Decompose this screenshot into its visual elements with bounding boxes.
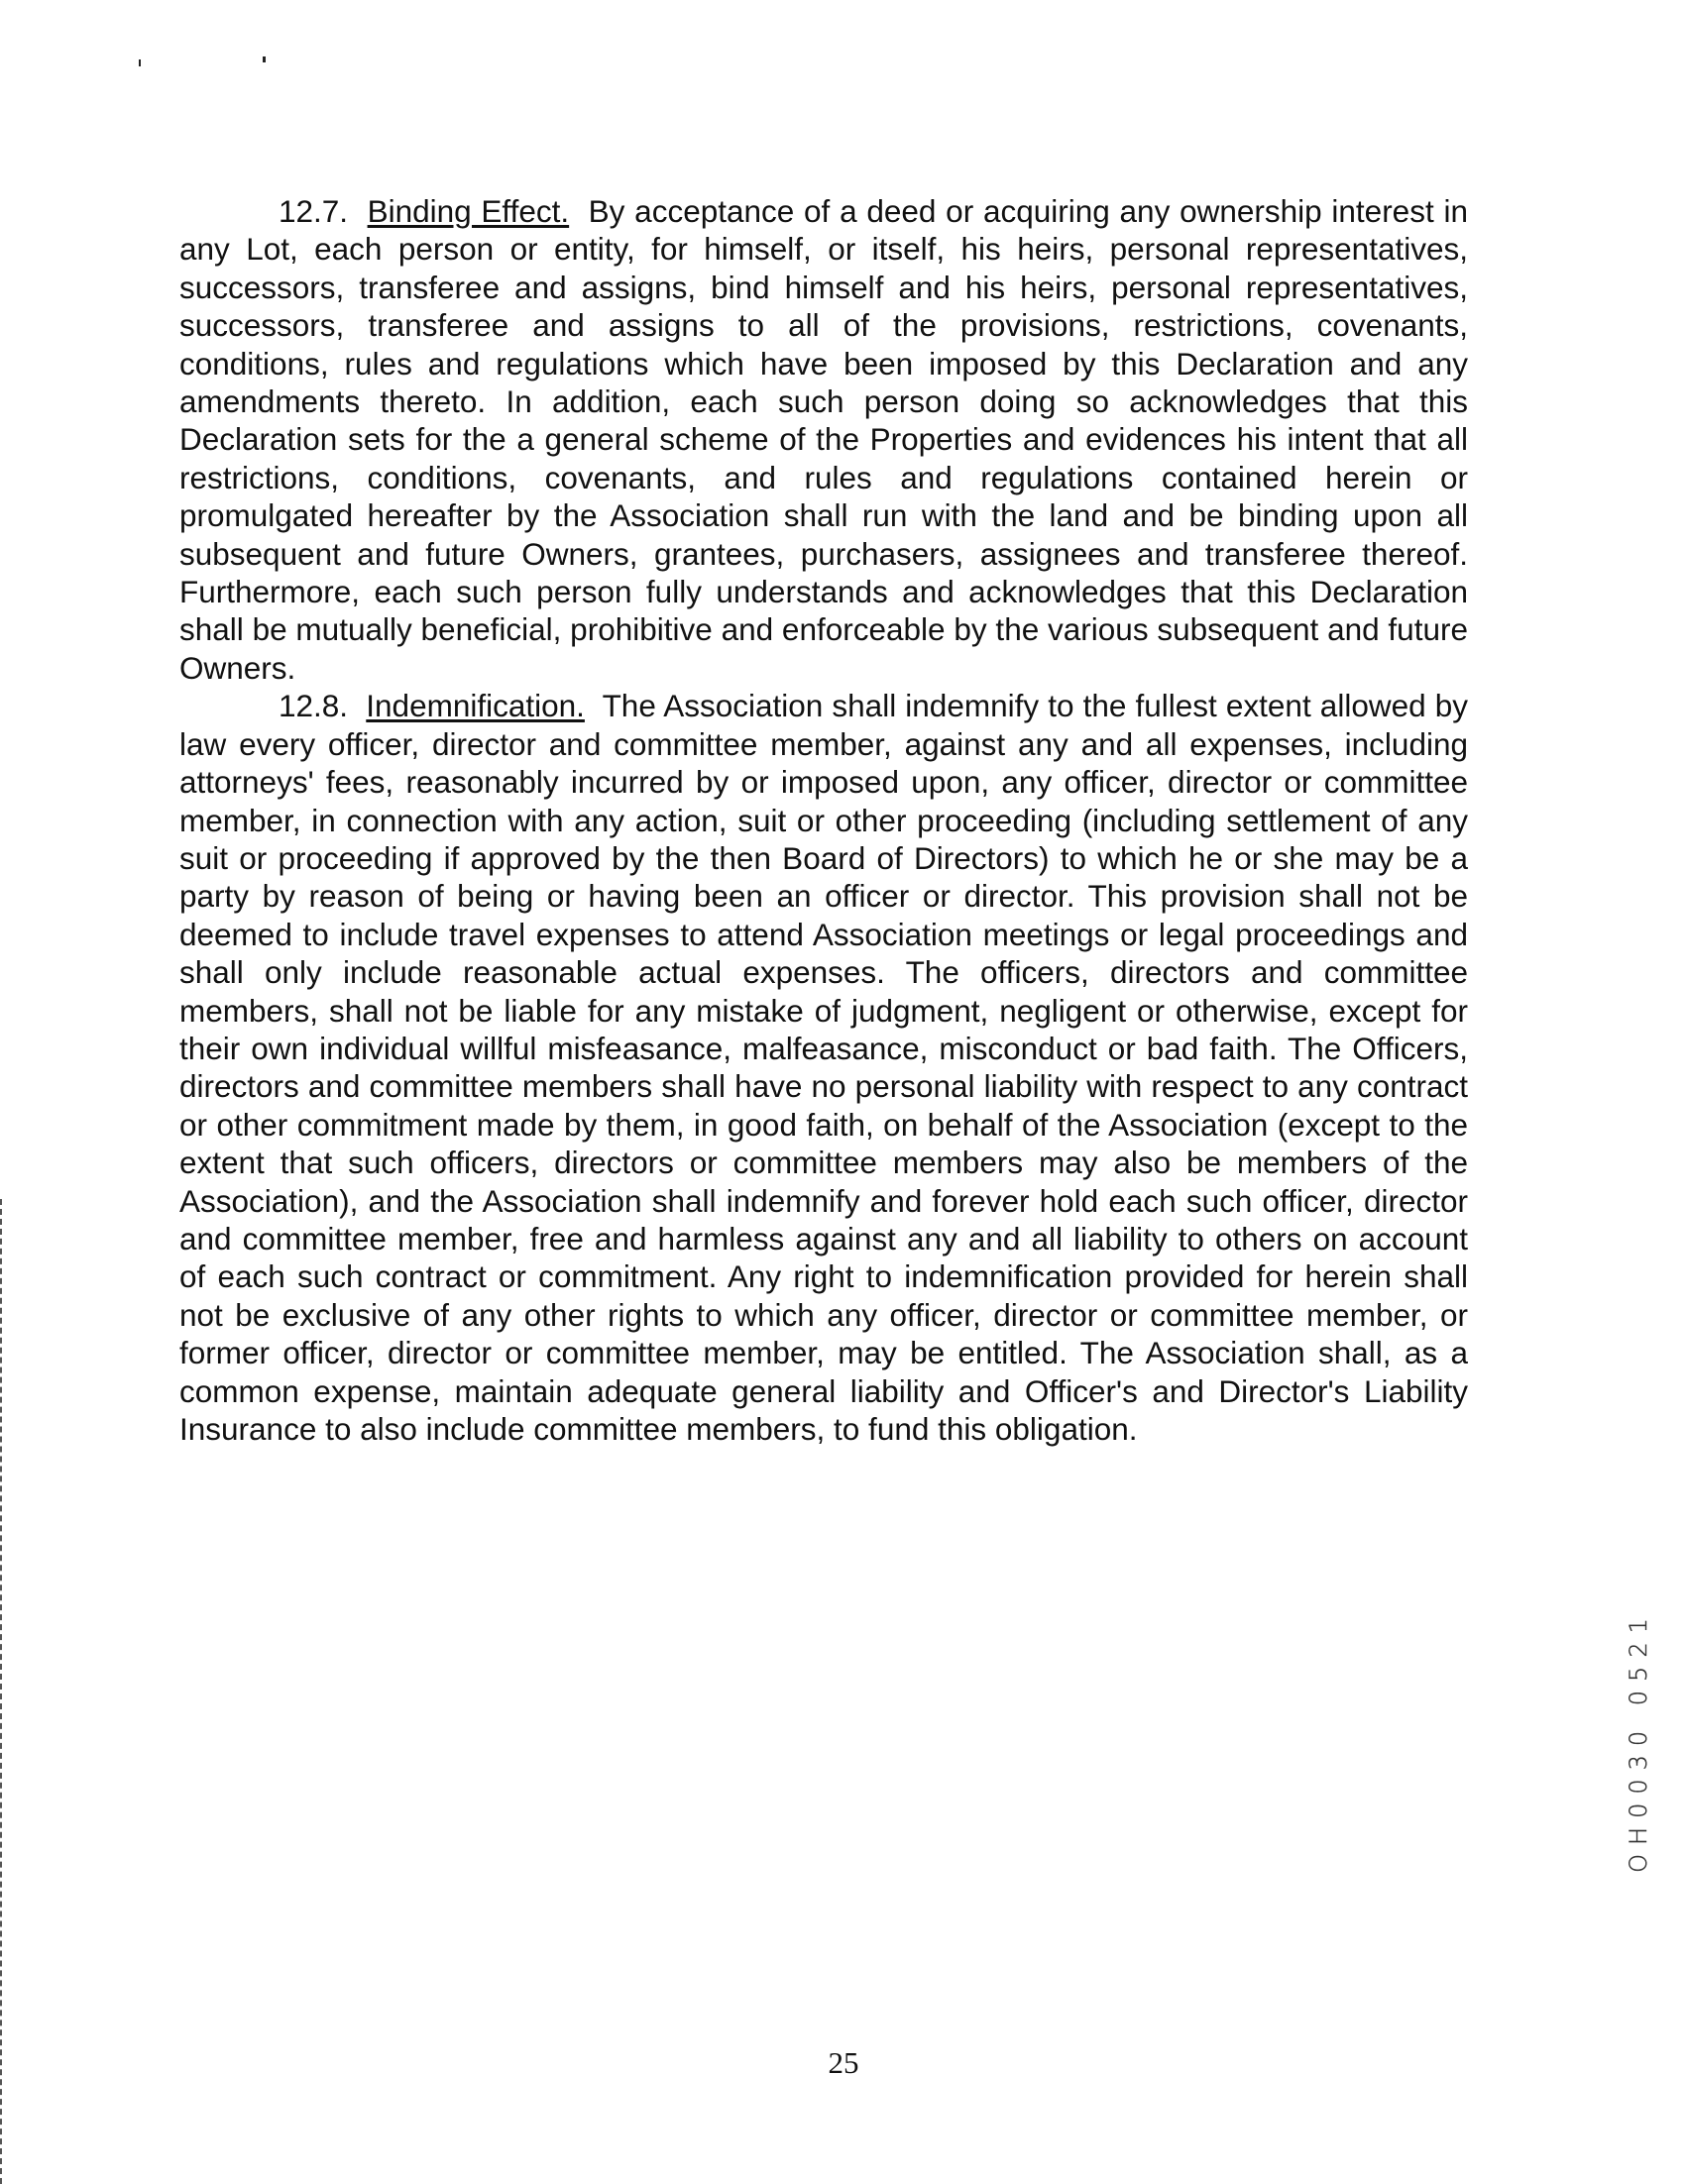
section-indemnification bbox=[179, 687, 1468, 1448]
scan-speck bbox=[139, 59, 141, 66]
section-text: By acceptance of a deed or acquiring any ownership interest in any Lot, each person or entity, for himself, or itself, his heirs, personal representatives, successors, transferee and assigns, bind himself and his heirs, personal representatives, successors, transferee and assigns to all of the provisions, restrictions, covenants, conditions, rules and regulations which have been imposed by this Declaration and any amendments thereto. In addition, each such person doing so acknowledges that this Declaration sets for the a general scheme of the Properties and evidences his intent that all restrictions, conditions, covenants, and rules and regulations contained herein or promulgated hereafter by the Association shall run with the land and be binding upon all subsequent and future Owners, grantees, purchasers, assignees and transferee thereof. Furthermore, each such person fully understands and acknowledges that this Declaration shall be mutually beneficial, prohibitive and enforceable by the various subsequent and future Owners. bbox=[179, 193, 1468, 686]
section-title: Indemnification. bbox=[366, 688, 585, 724]
document-body bbox=[179, 192, 1468, 1448]
scan-speck bbox=[263, 56, 266, 62]
recording-stamp bbox=[1622, 1597, 1655, 1885]
section-binding-effect bbox=[179, 192, 1468, 687]
recording-stamp-text: OH0030 0521 bbox=[1625, 1609, 1653, 1873]
section-title: Binding Effect. bbox=[367, 193, 570, 229]
section-number: 12.7. bbox=[279, 193, 349, 229]
section-text: The Association shall indemnify to the fullest extent allowed by law every officer, director and committee member, against any and all expenses, including attorneys' fees, reasonably incurred by or imposed upon, any officer, director or committee member, in connection with any action, suit or other proceeding (including settlement of any suit or proceeding if approved by the then Board of Directors) to which he or she may be a party by reason of being or having been an officer or director. This provision shall not be deemed to include travel expenses to attend Association meetings or legal proceedings and shall only include reasonable actual expenses. The officers, directors and committee members, shall not be liable for any mistake of judgment, negligent or otherwise, except for their own individual willful misfeasance, malfeasance, misconduct or bad faith. The Officers, directors and committee members shall have no personal liability with respect to any contract or other commitment made by them, in good faith, on behalf of the Association (except to the extent that such officers, directors or committee members may also be members of the Association), and the Association shall indemnify and forever hold each such officer, director and committee member, free and harmless against any and all liability to others on account of each such contract or commitment. Any right to indemnification provided for herein shall not be exclusive of any other rights to which any officer, director or committee member, or former officer, director or committee member, may be entitled. The Association shall, as a common expense, maintain adequate general liability and Officer's and Director's Liability Insurance to also include committee members, to fund this obligation. bbox=[179, 688, 1468, 1447]
section-number: 12.8. bbox=[279, 688, 349, 724]
page-number: 25 bbox=[828, 2045, 859, 2080]
scan-edge-perforation bbox=[0, 1199, 4, 2184]
